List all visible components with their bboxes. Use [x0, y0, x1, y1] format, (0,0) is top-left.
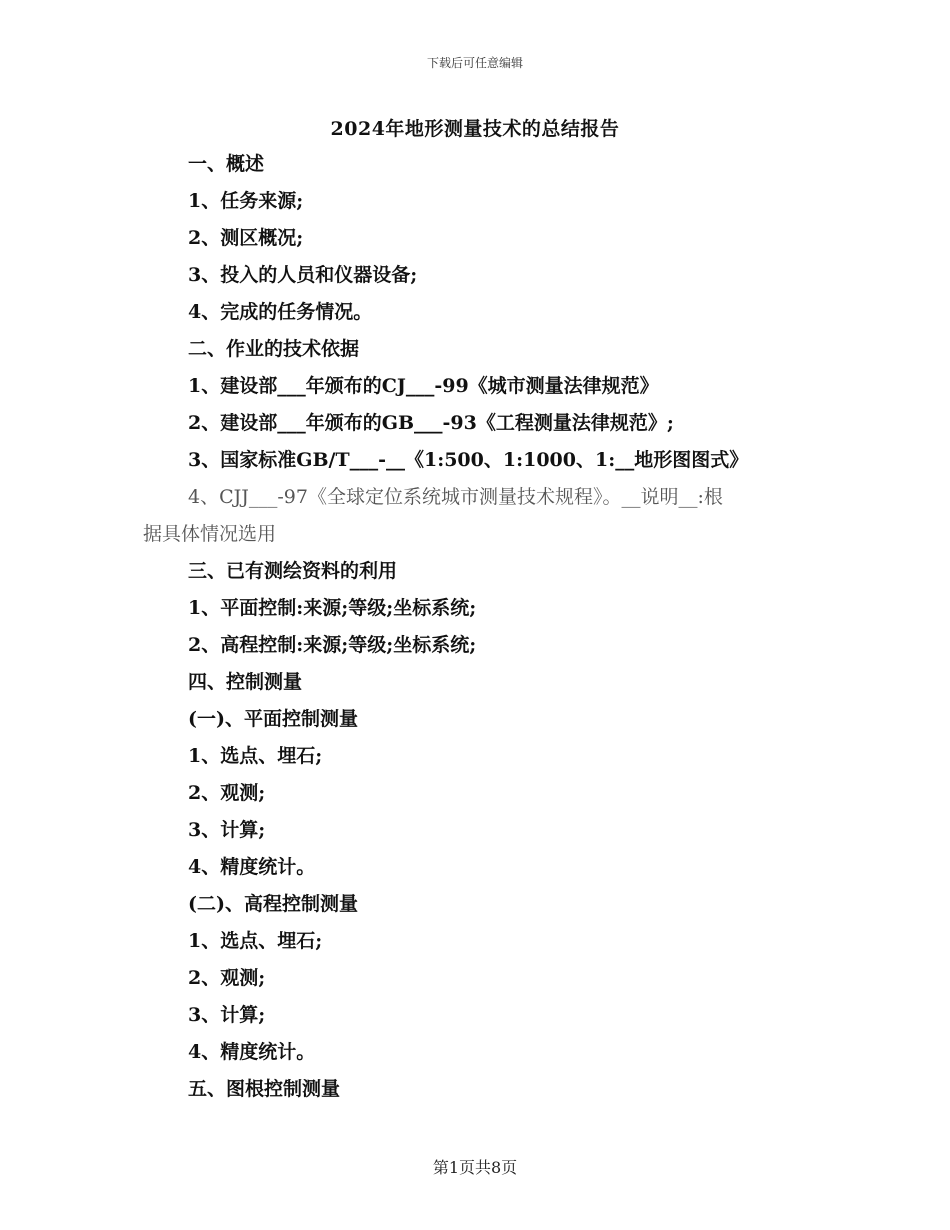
list-item: 3、投入的人员和仪器设备; [188, 264, 418, 286]
section-heading-technical-basis: 二、作业的技术依据 [188, 338, 360, 360]
list-item: 1、任务来源; [188, 190, 304, 212]
list-item: 1、建设部___年颁布的CJ___-99《城市测量法律规范》 [188, 375, 659, 397]
list-item: 4、CJJ___-97《全球定位系统城市测量技术规程》。__说明__:根 [188, 486, 723, 508]
list-item: 1、选点、埋石; [188, 745, 323, 767]
list-item: 4、完成的任务情况。 [188, 301, 373, 323]
section-heading-overview: 一、概述 [188, 153, 265, 175]
list-item: 2、测区概况; [188, 227, 304, 249]
list-item: 1、平面控制:来源;等级;坐标系统; [188, 597, 477, 619]
list-item: 4、精度统计。 [188, 856, 316, 878]
list-item: 3、计算; [188, 1004, 266, 1026]
list-item: 2、高程控制:来源;等级;坐标系统; [188, 634, 477, 656]
section-heading-map-control: 五、图根控制测量 [188, 1078, 341, 1100]
list-item: 2、观测; [188, 782, 266, 804]
list-item: 2、观测; [188, 967, 266, 989]
page-footer: 第1页共8页 [432, 1158, 518, 1177]
list-item: 1、选点、埋石; [188, 930, 323, 952]
document-title: 2024年地形测量技术的总结报告 [330, 118, 620, 140]
subsection-heading-plane-control: (一)、平面控制测量 [188, 708, 358, 730]
list-item-continuation: 据具体情况选用 [143, 523, 277, 545]
list-item: 4、精度统计。 [188, 1041, 316, 1063]
list-item: 2、建设部___年颁布的GB___-93《工程测量法律规范》; [188, 412, 674, 434]
section-heading-existing-data: 三、已有测绘资料的利用 [188, 560, 398, 582]
subsection-heading-elevation-control: (二)、高程控制测量 [188, 893, 358, 915]
list-item: 3、计算; [188, 819, 266, 841]
section-heading-control-survey: 四、控制测量 [188, 671, 303, 693]
list-item: 3、国家标准GB/T___-__《1:500、1:1000、1:__地形图图式》 [188, 449, 749, 471]
page-header: 下载后可任意编辑 [426, 56, 523, 70]
